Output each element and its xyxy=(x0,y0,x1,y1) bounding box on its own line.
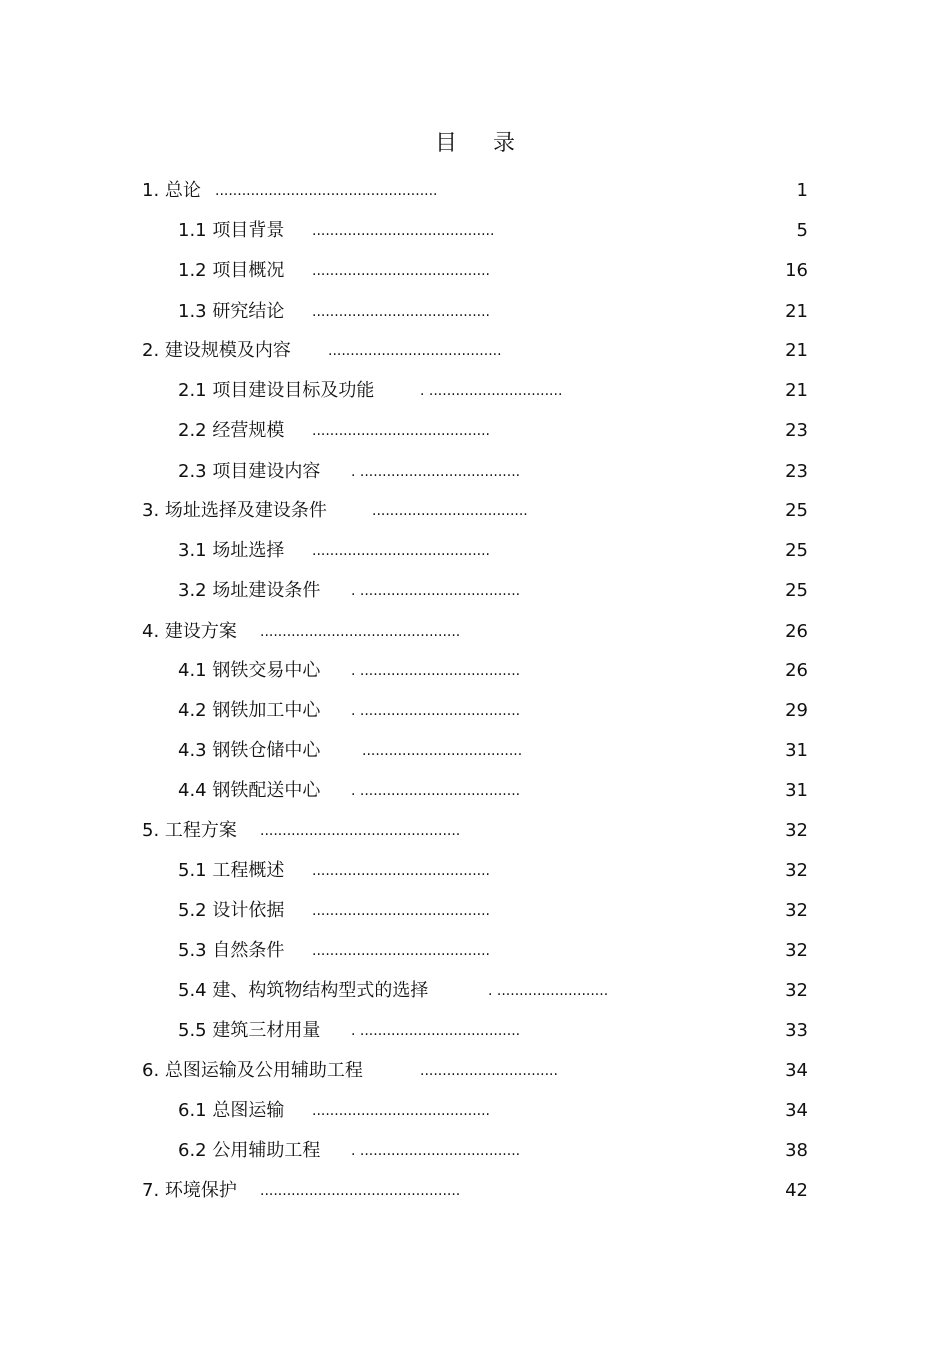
toc-page-number: 21 xyxy=(785,340,808,361)
toc-dot-leader: . .................................... xyxy=(351,583,521,599)
title-char-1: 目 xyxy=(434,131,457,156)
toc-entry-title: 2.2 经营规模 xyxy=(178,420,285,441)
toc-entry[interactable] xyxy=(142,496,808,526)
toc-page-number: 33 xyxy=(785,1020,808,1041)
toc-dot-leader: ........................................ xyxy=(312,263,491,279)
toc-dot-leader: ........................................ xyxy=(312,863,491,879)
toc-entry[interactable] xyxy=(178,376,808,406)
toc-entry[interactable] xyxy=(178,216,808,246)
toc-entry[interactable] xyxy=(178,856,808,886)
toc-entry-title: 2.3 项目建设内容 xyxy=(178,461,321,482)
toc-dot-leader: . .................................... xyxy=(351,464,521,480)
toc-dot-leader: ........................................ xyxy=(312,543,491,559)
toc-dot-leader: ............................................. xyxy=(260,823,461,839)
toc-dot-leader: .................................................. xyxy=(215,183,438,199)
toc-dot-leader: . .................................... xyxy=(351,1143,521,1159)
toc-page-number: 23 xyxy=(785,420,808,441)
toc-entry-title: 6.1 总图运输 xyxy=(178,1100,285,1121)
toc-page-number: 25 xyxy=(785,540,808,561)
toc-entry[interactable] xyxy=(142,617,808,647)
toc-entry-title: 2. 建设规模及内容 xyxy=(142,340,291,361)
toc-entry[interactable] xyxy=(178,656,808,686)
toc-entry[interactable] xyxy=(142,336,808,366)
title-char-2: 录 xyxy=(493,131,516,156)
toc-dot-leader: . ......................... xyxy=(488,983,609,999)
toc-page-number: 25 xyxy=(785,500,808,521)
toc-page-number: 21 xyxy=(785,380,808,401)
toc-dot-leader: . .................................... xyxy=(351,783,521,799)
toc-page-number: 5 xyxy=(796,220,808,241)
toc-entry-title: 4. 建设方案 xyxy=(142,621,237,642)
toc-entry[interactable] xyxy=(178,696,808,726)
toc-dot-leader: . .............................. xyxy=(420,383,563,399)
toc-page-number: 21 xyxy=(785,301,808,322)
toc-entry-title: 1.1 项目背景 xyxy=(178,220,285,241)
toc-entry-title: 5.3 自然条件 xyxy=(178,940,285,961)
toc-entry-title: 3.1 场址选择 xyxy=(178,540,285,561)
toc-entry[interactable] xyxy=(178,536,808,566)
toc-entry[interactable] xyxy=(142,1056,808,1086)
toc-entry-title: 4.4 钢铁配送中心 xyxy=(178,780,321,801)
toc-dot-leader: .................................... xyxy=(362,743,523,759)
toc-entry-title: 5.2 设计依据 xyxy=(178,900,285,921)
toc-entry[interactable] xyxy=(178,416,808,446)
toc-page-number: 38 xyxy=(785,1140,808,1161)
toc-entry[interactable] xyxy=(142,176,808,206)
toc-entry[interactable] xyxy=(178,1136,808,1166)
toc-dot-leader: ........................................ xyxy=(312,943,491,959)
toc-entry-title: 4.2 钢铁加工中心 xyxy=(178,700,321,721)
toc-entry[interactable] xyxy=(178,1096,808,1126)
toc-page-number: 1 xyxy=(796,180,808,201)
toc-page-number: 31 xyxy=(785,740,808,761)
toc-entry-title: 1. 总论 xyxy=(142,180,201,201)
toc-page-number: 32 xyxy=(785,860,808,881)
toc-entry-title: 1.3 研究结论 xyxy=(178,301,285,322)
toc-dot-leader: ............................... xyxy=(420,1063,558,1079)
toc-dot-leader: ......................................... xyxy=(312,223,495,239)
toc-entry-title: 7. 环境保护 xyxy=(142,1180,237,1201)
toc-entry-title: 3. 场址选择及建设条件 xyxy=(142,500,327,521)
toc-page-number: 32 xyxy=(785,900,808,921)
toc-entry[interactable] xyxy=(178,936,808,966)
toc-dot-leader: ........................................ xyxy=(312,1103,491,1119)
toc-page-number: 32 xyxy=(785,820,808,841)
toc-dot-leader: ........................................ xyxy=(312,423,491,439)
toc-entry-title: 6. 总图运输及公用辅助工程 xyxy=(142,1060,363,1081)
toc-page-number: 32 xyxy=(785,980,808,1001)
toc-dot-leader: ........................................ xyxy=(312,903,491,919)
toc-title xyxy=(0,126,950,157)
toc-page-number: 25 xyxy=(785,580,808,601)
toc-entry-title: 4.3 钢铁仓储中心 xyxy=(178,740,321,761)
toc-page-number: 23 xyxy=(785,461,808,482)
toc-page-number: 31 xyxy=(785,780,808,801)
toc-entry[interactable] xyxy=(142,1176,808,1206)
toc-dot-leader: ............................................. xyxy=(260,624,461,640)
toc-entry[interactable] xyxy=(178,256,808,286)
toc-entry-title: 2.1 项目建设目标及功能 xyxy=(178,380,375,401)
toc-entry-title: 3.2 场址建设条件 xyxy=(178,580,321,601)
toc-entry[interactable] xyxy=(178,776,808,806)
toc-page-number: 32 xyxy=(785,940,808,961)
toc-page-number: 34 xyxy=(785,1100,808,1121)
toc-entry[interactable] xyxy=(178,736,808,766)
toc-dot-leader: ................................... xyxy=(372,503,528,519)
toc-dot-leader: ........................................ xyxy=(312,304,491,320)
toc-entry-title: 1.2 项目概况 xyxy=(178,260,285,281)
toc-dot-leader: ....................................... xyxy=(328,343,502,359)
toc-page-number: 29 xyxy=(785,700,808,721)
toc-entry[interactable] xyxy=(142,816,808,846)
toc-dot-leader: . .................................... xyxy=(351,703,521,719)
toc-dot-leader: . .................................... xyxy=(351,1023,521,1039)
toc-entry[interactable] xyxy=(178,457,808,487)
toc-entry-title: 5.1 工程概述 xyxy=(178,860,285,881)
toc-dot-leader: . .................................... xyxy=(351,663,521,679)
toc-page-number: 26 xyxy=(785,660,808,681)
toc-page-number: 34 xyxy=(785,1060,808,1081)
toc-entry[interactable] xyxy=(178,576,808,606)
toc-entry-title: 5.4 建、构筑物结构型式的选择 xyxy=(178,980,429,1001)
toc-page-number: 26 xyxy=(785,621,808,642)
toc-entry-title: 5.5 建筑三材用量 xyxy=(178,1020,321,1041)
toc-entry[interactable] xyxy=(178,297,808,327)
toc-entry-title: 5. 工程方案 xyxy=(142,820,237,841)
toc-entry[interactable] xyxy=(178,896,808,926)
toc-page-number: 16 xyxy=(785,260,808,281)
toc-entry-title: 6.2 公用辅助工程 xyxy=(178,1140,321,1161)
toc-page-number: 42 xyxy=(785,1180,808,1201)
toc-dot-leader: ............................................. xyxy=(260,1183,461,1199)
toc-entry-title: 4.1 钢铁交易中心 xyxy=(178,660,321,681)
toc-entry[interactable] xyxy=(178,1016,808,1046)
toc-entry[interactable] xyxy=(178,976,808,1006)
